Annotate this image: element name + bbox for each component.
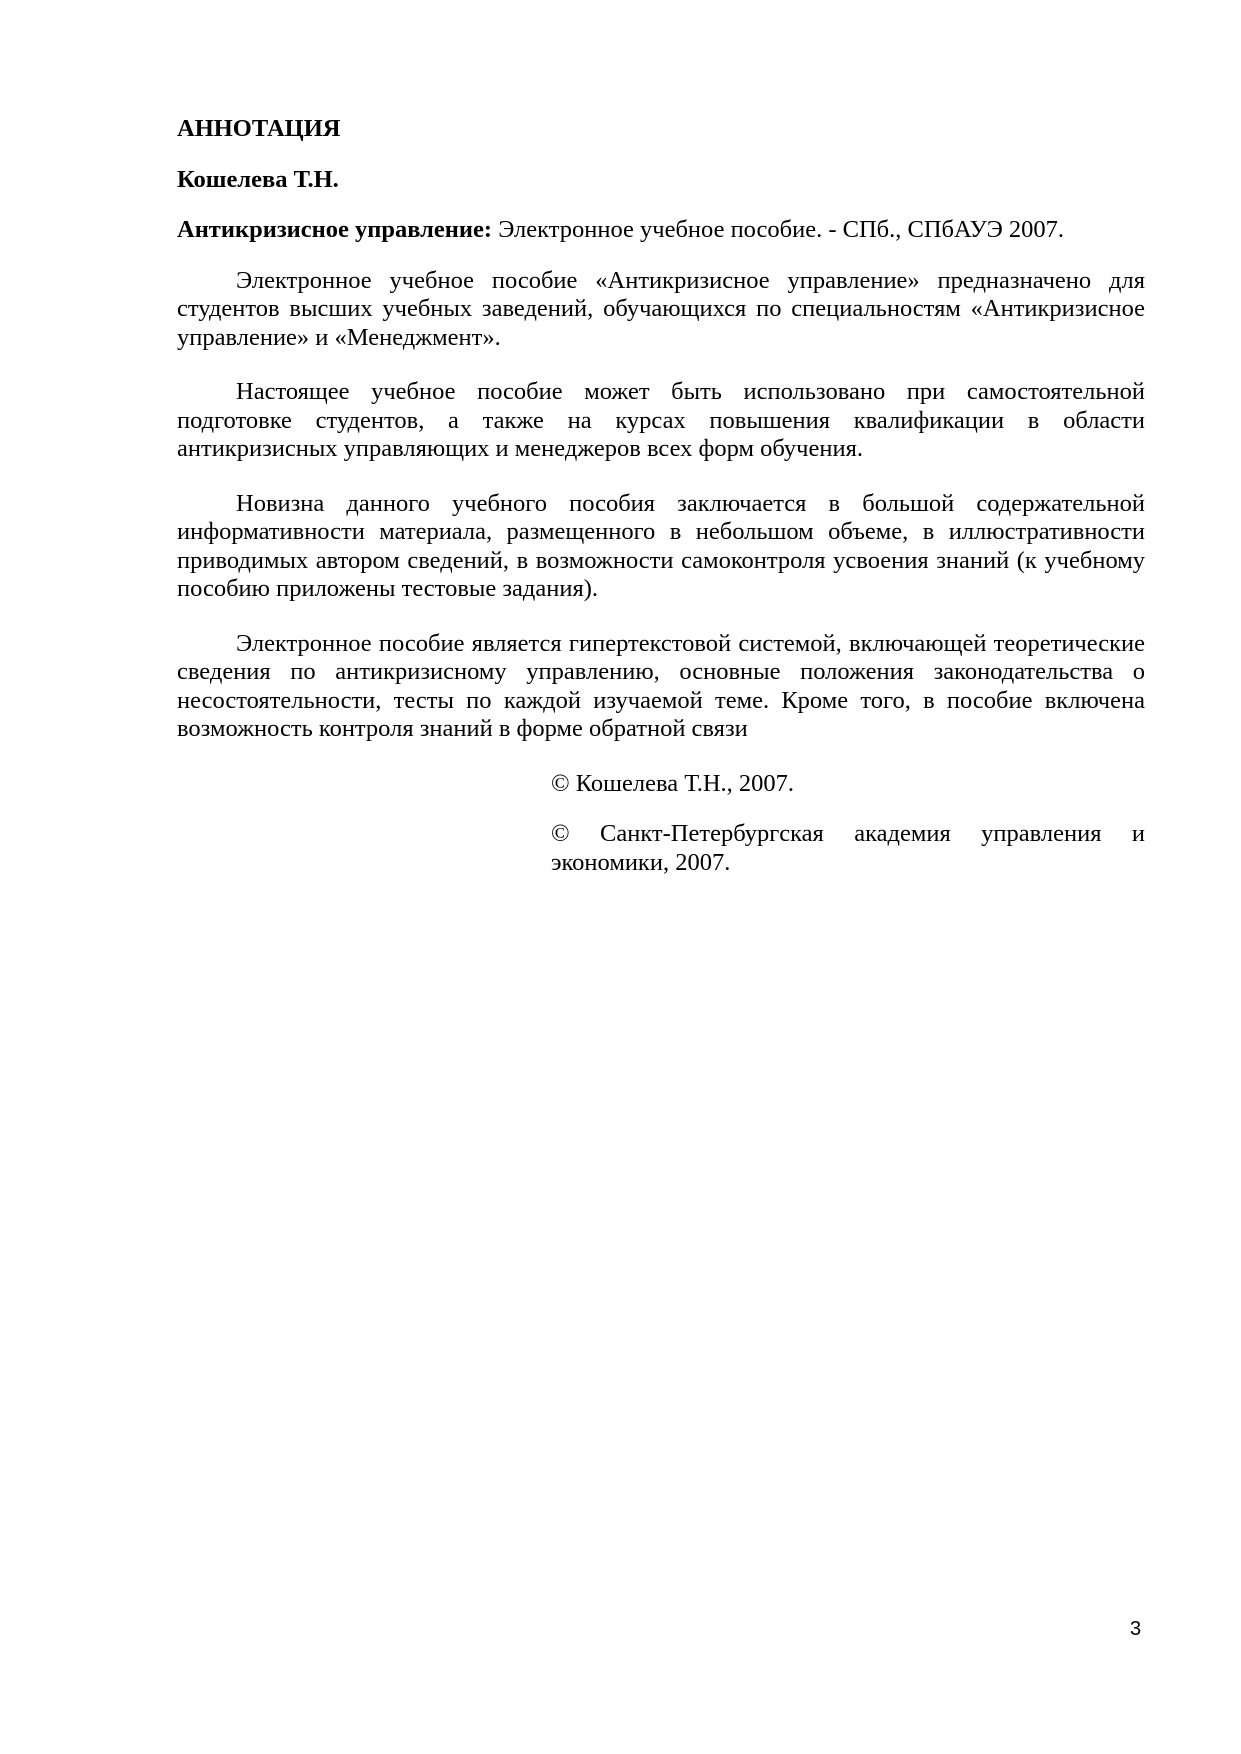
bibliographic-citation <box>177 216 1145 245</box>
paragraph: Электронное пособие является гипертекстовой системой, включающей теоретические сведения по антикризисному управлению, основные положения законодательства о несостоятельности, тесты по каждой изучаемой теме. Кроме того, в пособие включена возможность контроля знаний в форме обратной связи <box>177 629 1145 742</box>
paragraph: Новизна данного учебного пособия заключается в большой содержательной информативности материала, размещенного в небольшом объеме, в иллюстративности приводимых автором сведений, в возможности самоконтроля усвоения знаний (к учебному пособию приложены тестовые задания). <box>177 489 1145 602</box>
author-name: Кошелева Т.Н. <box>177 165 339 193</box>
paragraph: Электронное учебное пособие «Антикризисное управление» предназначено для студентов высших учебных заведений, обучающихся по специальностям «Антикризисное управление» и «Менеджмент». <box>177 266 1145 351</box>
page-content <box>177 115 1145 899</box>
page-number: 3 <box>1130 1618 1142 1640</box>
copyright-author: © Кошелева Т.Н., 2007. <box>551 769 795 797</box>
citation-details: Электронное учебное пособие. - СПб., СПбАУЭ 2007. <box>492 216 1065 243</box>
paragraph: Настоящее учебное пособие может быть использовано при самостоятельной подготовке студентов, а также на курсах повышения квалификации в области антикризисных управляющих и менеджеров всех форм обучения. <box>177 378 1145 462</box>
citation-title: Антикризисное управление: <box>177 216 493 243</box>
copyright-academy: © Санкт-Петербургская академия управления и экономики, 2007. <box>551 820 1145 876</box>
page-heading: АННОТАЦИЯ <box>177 115 341 142</box>
